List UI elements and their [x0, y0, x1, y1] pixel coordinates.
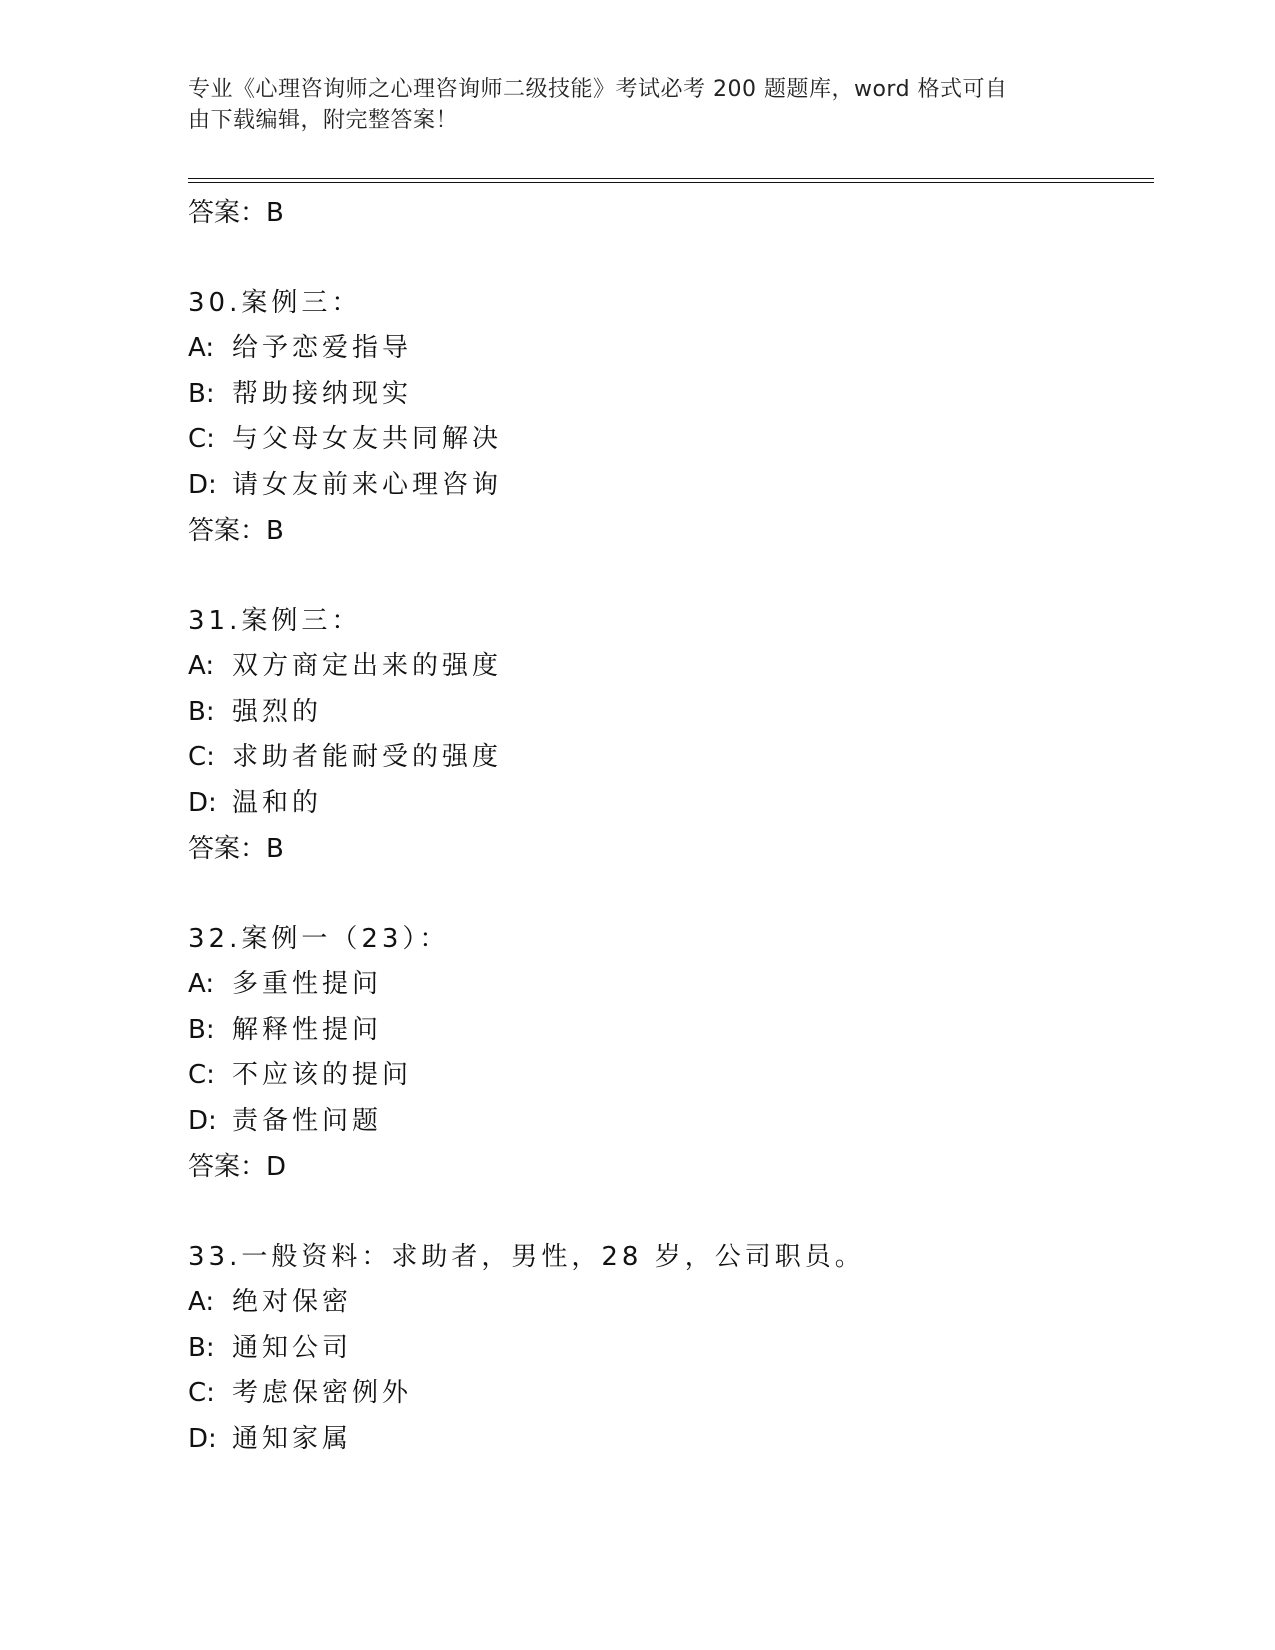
question-block	[188, 280, 1148, 554]
option-letter: A:	[188, 1287, 215, 1317]
option-a	[188, 326, 1148, 372]
option-text: 请女友前来心理咨询	[232, 469, 503, 500]
option-letter: B:	[188, 378, 215, 409]
question-stem: 31.案例三：	[188, 606, 362, 636]
option-letter: A:	[188, 651, 215, 681]
answer-line: 答案：B	[188, 198, 284, 228]
option-text: 帮助接纳现实	[232, 378, 413, 409]
option-c	[188, 1371, 1148, 1417]
option-text: 温和的	[232, 787, 323, 818]
option-b	[188, 372, 1148, 418]
option-letter: C:	[188, 1378, 215, 1408]
header-line-1: 专业《心理咨询师之心理咨询师二级技能》考试必考 200 题题库，word 格式可自	[188, 77, 1008, 102]
option-c	[188, 1053, 1148, 1099]
option-text: 给予恋爱指导	[232, 333, 413, 363]
question-block	[188, 598, 1148, 872]
option-letter: D:	[188, 469, 217, 500]
option-letter: B:	[188, 696, 215, 727]
header-divider-top	[188, 178, 1154, 179]
option-letter: A:	[188, 969, 215, 999]
option-letter: C:	[188, 1060, 215, 1090]
option-letter: C:	[188, 424, 215, 454]
option-text: 解释性提问	[232, 1014, 383, 1045]
option-letter: D:	[188, 787, 217, 818]
option-text: 求助者能耐受的强度	[232, 742, 503, 772]
option-text: 多重性提问	[232, 969, 383, 999]
option-letter: C:	[188, 742, 215, 772]
option-text: 通知公司	[232, 1332, 353, 1363]
option-text: 考虑保密例外	[232, 1378, 413, 1408]
option-d	[188, 463, 1148, 509]
option-letter: A:	[188, 333, 215, 363]
option-letter: D:	[188, 1105, 217, 1136]
option-c	[188, 735, 1148, 781]
option-letter: B:	[188, 1332, 215, 1363]
option-text: 绝对保密	[232, 1287, 353, 1317]
question-block	[188, 916, 1148, 1190]
option-b	[188, 1326, 1148, 1372]
answer-line: 答案：B	[188, 834, 284, 864]
option-text: 强烈的	[232, 696, 323, 727]
option-d	[188, 1099, 1148, 1145]
document-header	[188, 74, 1088, 136]
question-stem: 32.案例一（23）：	[188, 924, 450, 954]
option-b	[188, 690, 1148, 736]
option-d	[188, 1417, 1148, 1463]
option-text: 责备性问题	[232, 1105, 383, 1136]
answer-line: 答案：D	[188, 1152, 287, 1182]
question-stem: 30.案例三：	[188, 288, 362, 318]
option-c	[188, 417, 1148, 463]
question-stem: 33.一般资料：求助者，男性，28 岁，公司职员。	[188, 1242, 865, 1272]
option-text: 与父母女友共同解决	[232, 424, 503, 454]
option-text: 双方商定出来的强度	[232, 651, 503, 681]
question-list	[188, 190, 1148, 1462]
header-divider-bottom	[188, 182, 1154, 183]
header-line-2: 由下载编辑，附完整答案！	[188, 108, 459, 133]
answer-line: 答案：B	[188, 516, 284, 546]
option-letter: B:	[188, 1014, 215, 1045]
option-d	[188, 781, 1148, 827]
option-b	[188, 1008, 1148, 1054]
option-text: 通知家属	[232, 1423, 353, 1454]
option-a	[188, 644, 1148, 690]
question-block	[188, 1234, 1148, 1462]
option-a	[188, 962, 1148, 1008]
option-a	[188, 1280, 1148, 1326]
option-letter: D:	[188, 1423, 217, 1454]
option-text: 不应该的提问	[232, 1060, 413, 1090]
